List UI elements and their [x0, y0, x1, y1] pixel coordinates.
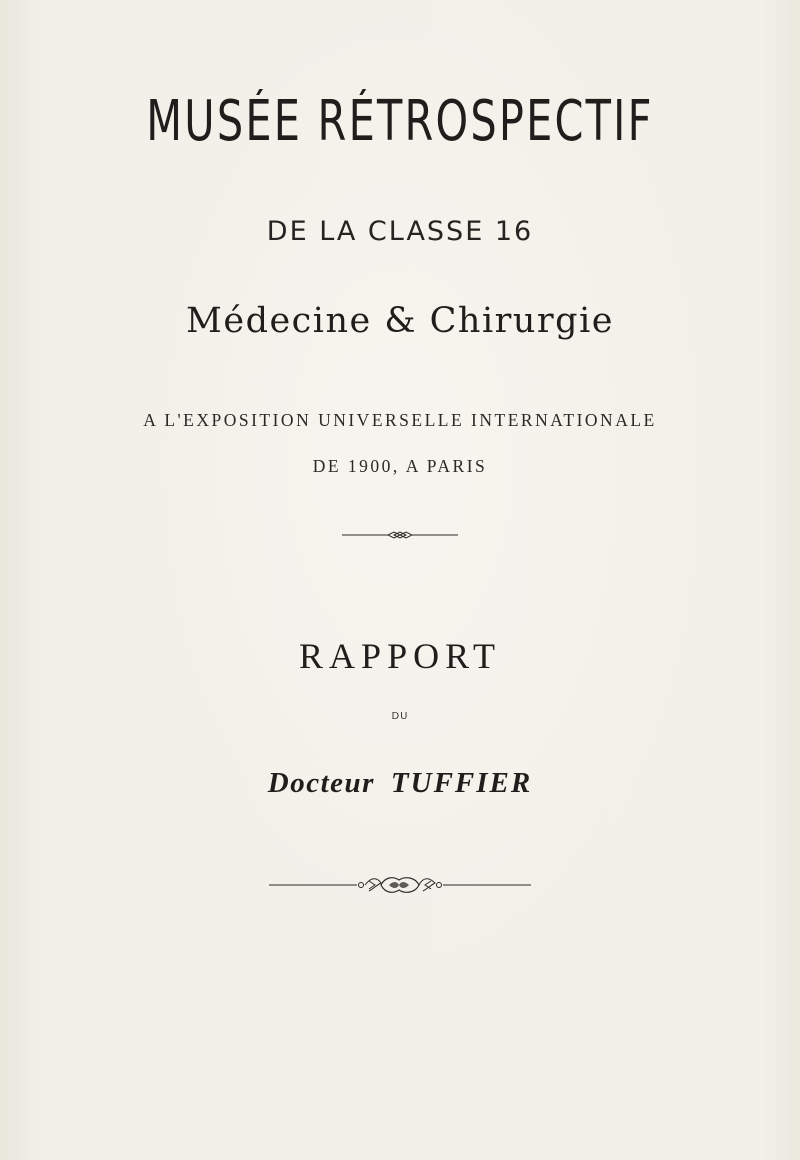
du-label: DU [391, 711, 409, 722]
exposition-line: A L'EXPOSITION UNIVERSELLE INTERNATIONALE [143, 410, 657, 430]
exposition-date-line: DE 1900, A PARIS [312, 456, 488, 476]
author-line [0, 769, 800, 798]
report-heading: RAPPORT [299, 636, 501, 676]
museum-title: MUSÉE RÉTROSPECTIF [146, 89, 654, 154]
fleuron-rule-icon [265, 873, 535, 897]
author-name: TUFFIER [390, 767, 533, 799]
subject-heading: Médecine & Chirurgie [186, 301, 614, 341]
author-title: Docteur [267, 767, 375, 799]
class-subtitle: DE LA CLASSE 16 [266, 216, 534, 247]
small-fleuron-rule-icon [340, 529, 460, 541]
